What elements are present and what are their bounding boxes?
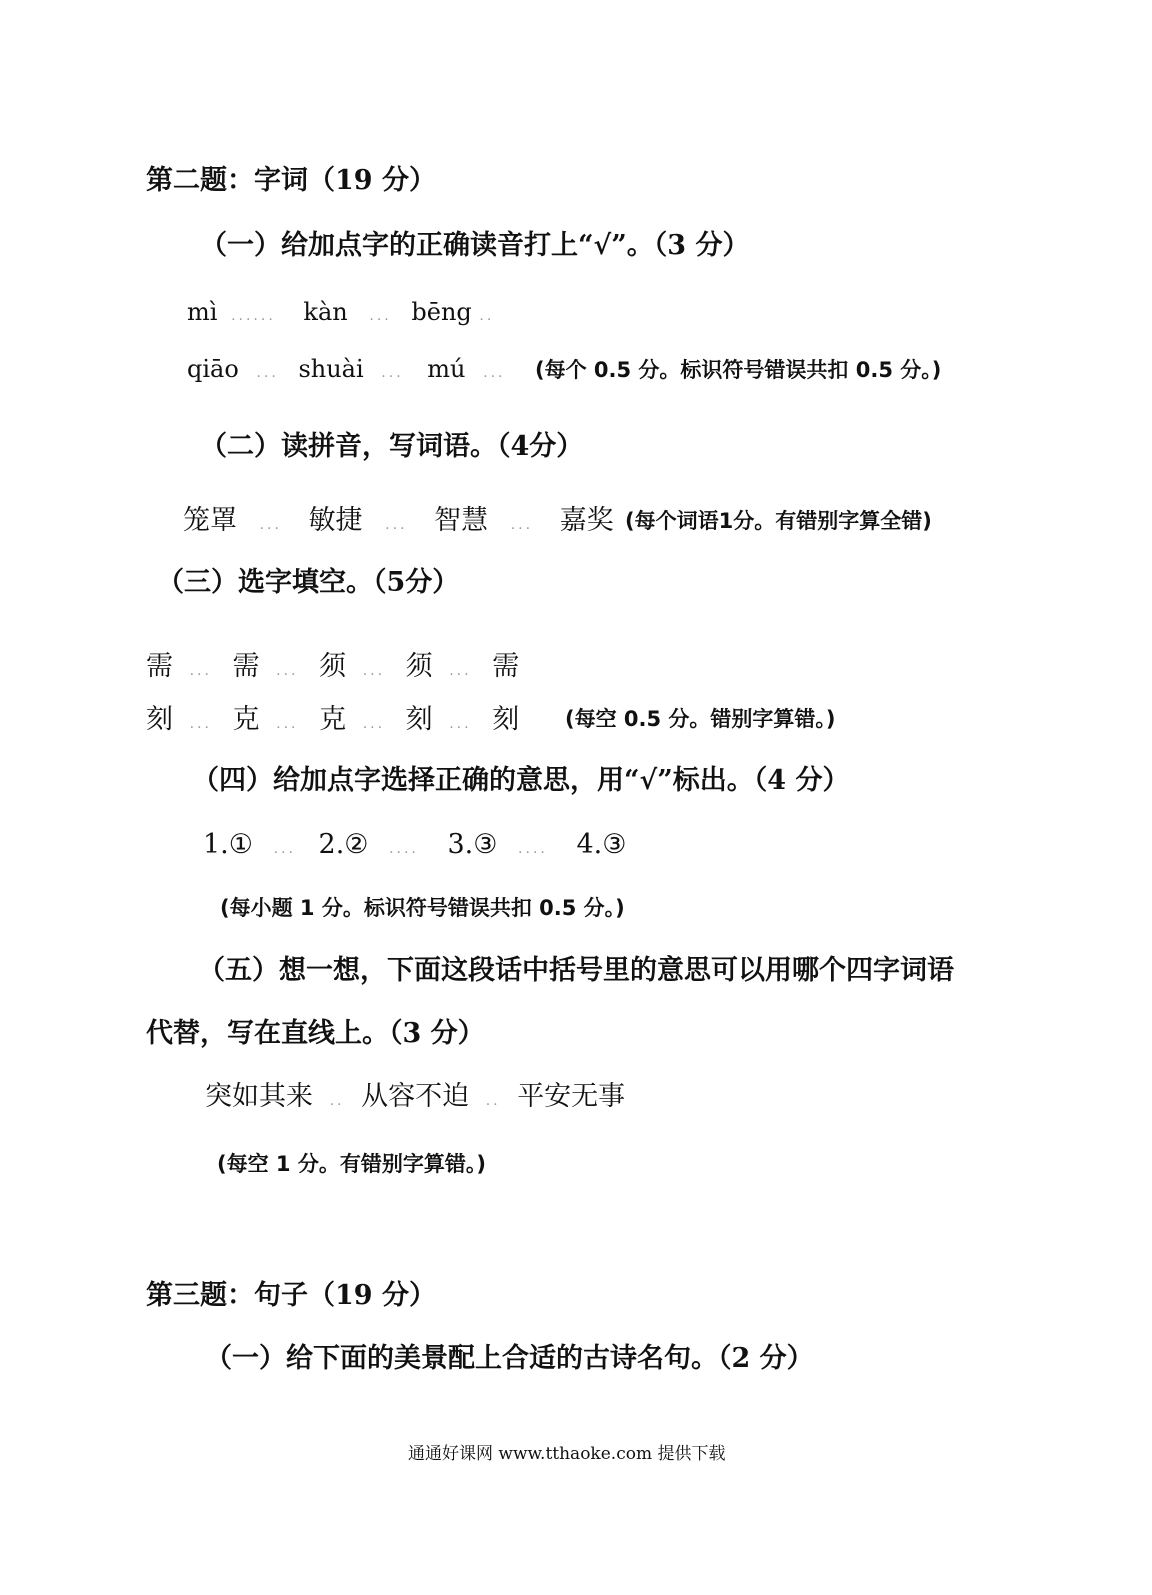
words-row: 笼罩 ... 敏捷 ... 智慧 ... 嘉奖 — [183, 505, 614, 536]
meaning-answer: 3.③ — [447, 829, 498, 860]
meaning-answer: 2.② — [318, 829, 369, 860]
fill-answer: 需 — [146, 651, 173, 682]
idiom-answer: 突如其来 — [205, 1081, 313, 1112]
part2-scoring-note: (每个词语1分。有错别字算全错) — [625, 509, 932, 533]
fill-answer: 刻 — [405, 704, 433, 735]
fill-answer: 克 — [319, 704, 347, 735]
meaning-answers-row: 1.① ... 2.② .... 3.③ .... 4.③ — [203, 829, 627, 860]
part1-title: （一）给加点字的正确读音打上“√”。（3 分） — [200, 230, 750, 261]
idiom-answer: 从容不迫 — [361, 1081, 470, 1112]
fill-answer: 克 — [232, 704, 260, 735]
section3-title: 第三题：句子（19 分） — [146, 1280, 436, 1311]
fill-row-1: 需 ... 需 ... 须 ... 须 ... 需 — [146, 651, 520, 682]
word-answer: 嘉奖 — [559, 505, 614, 536]
meaning-answer: 4.③ — [576, 829, 627, 860]
page-footer: 通通好课网 www.tthaoke.com 提供下载 — [408, 1444, 726, 1464]
pinyin-answer: bēng — [411, 298, 472, 326]
part4-scoring-note: (每小题 1 分。标识符号错误共扣 0.5 分。) — [220, 896, 625, 920]
pinyin-answer: mú — [427, 355, 466, 383]
fill-answer: 刻 — [492, 704, 520, 735]
part5-title-line1: （五）想一想，下面这段话中括号里的意思可以用哪个四字词语 — [198, 955, 954, 986]
section2-title: 第二题：字词（19 分） — [146, 165, 436, 196]
word-answer: 智慧 — [434, 505, 489, 536]
fill-answer: 需 — [232, 651, 260, 682]
pinyin-answer: kàn — [303, 298, 348, 326]
word-answer: 敏捷 — [308, 505, 363, 536]
fill-row-2: 刻 ... 克 ... 克 ... 刻 ... 刻 — [146, 704, 520, 735]
pinyin-answer: shuài — [298, 355, 364, 383]
part4-title: （四）给加点字选择正确的意思，用“√”标出。（4 分） — [192, 765, 850, 796]
part5-title-line2: 代替，写在直线上。（3 分） — [146, 1018, 485, 1049]
part3-scoring-note: (每空 0.5 分。错别字算错。) — [565, 707, 836, 731]
pinyin-row-2: qiāo ... shuài ... mú ... — [187, 355, 506, 383]
meaning-answer: 1.① — [203, 829, 253, 860]
part1-scoring-note: (每个 0.5 分。标识符号错误共扣 0.5 分。) — [535, 358, 942, 382]
word-answer: 笼罩 — [183, 505, 237, 536]
section3-part1-title: （一）给下面的美景配上合适的古诗名句。（2 分） — [205, 1343, 814, 1374]
idiom-answer: 平安无事 — [517, 1081, 626, 1112]
pinyin-answer: qiāo — [187, 355, 239, 383]
pinyin-answer: mì — [187, 298, 218, 326]
part5-scoring-note: (每空 1 分。有错别字算错。) — [217, 1152, 486, 1176]
idiom-answers-row: 突如其来 .. 从容不迫 .. 平安无事 — [205, 1081, 626, 1112]
fill-answer: 须 — [405, 651, 433, 682]
fill-answer: 需 — [492, 651, 520, 682]
fill-answer: 刻 — [146, 704, 173, 735]
pinyin-row-1: mì ...... kàn ... bēng .. — [187, 298, 495, 326]
fill-answer: 须 — [319, 651, 347, 682]
part3-title: （三）选字填空。（5分） — [157, 567, 460, 598]
part2-title: （二）读拼音，写词语。（4分） — [200, 431, 584, 462]
